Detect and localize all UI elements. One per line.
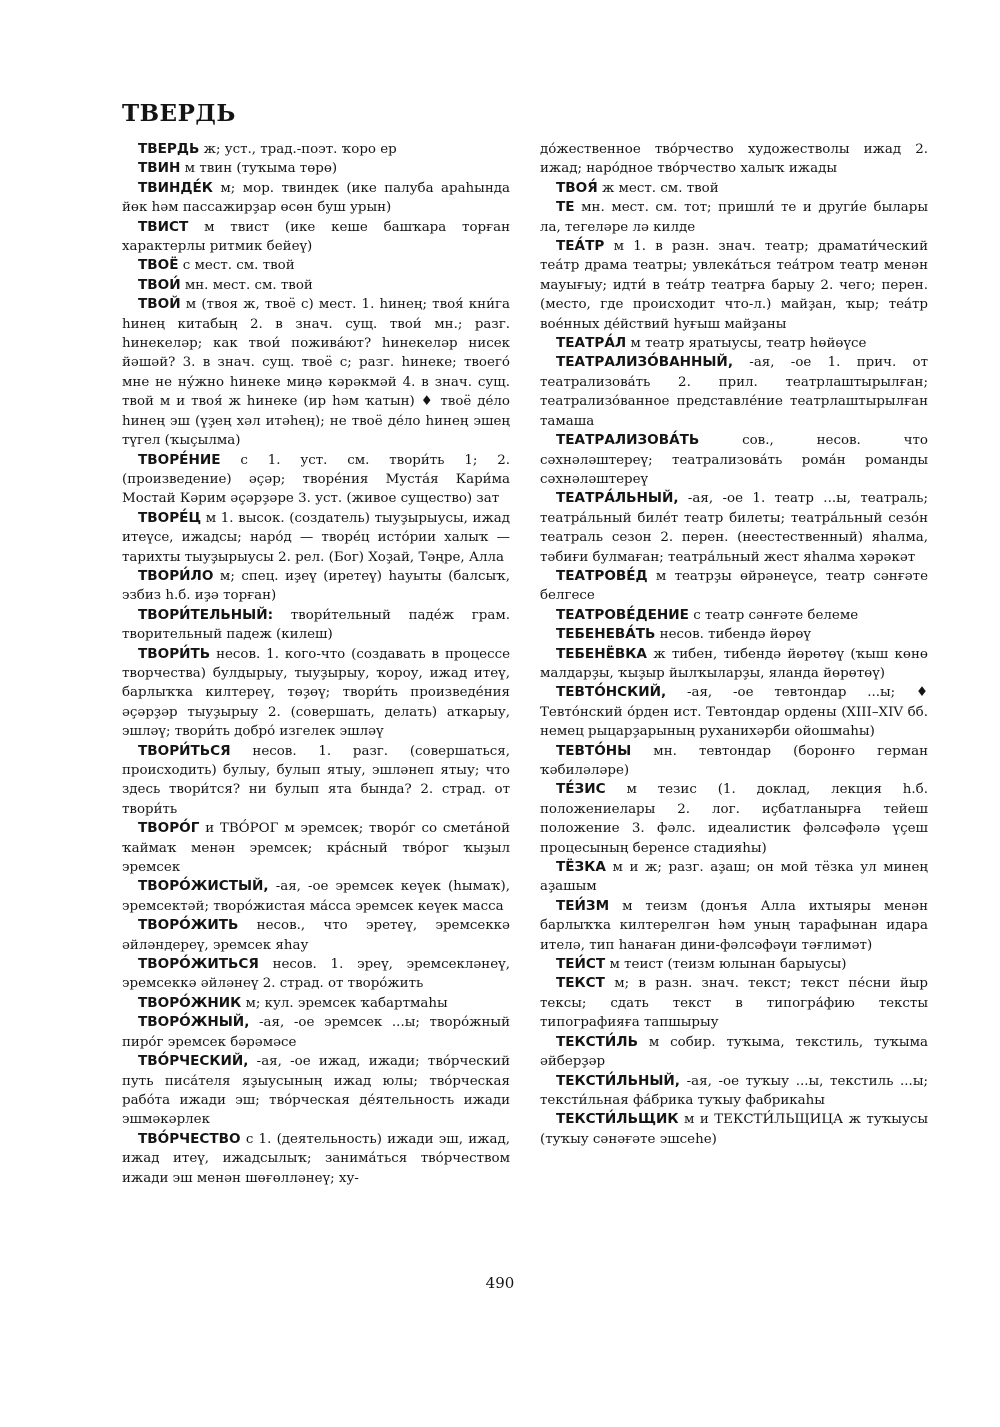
entry-body: ж тибен, тибендә йөрөтөү (ҡыш көнө малдарҙы, ҡыҙыр йылҡыларҙы, яланда йөрөтөү) [540,646,928,681]
entry-headword: ТВОРИ́ТЬСЯ [138,742,231,759]
entry-body: -ая, -ое эремсек кеүек (һымаҡ), эремсектәй; творо́жистая ма́сса эремсек кеүек масса [122,879,511,914]
entry-body: м; спец. иҙеү (иретеү) һауыты (балсыҡ, эзбиз һ.б. иҙә торған) [122,568,510,604]
entry-body: несов. 1. эреү, эремсекләнеү, эремсеккә әйләнеү 2. страд. от творо́жить [122,957,510,992]
entry-body: сов., несов. что сәхнәләштереү; театрализова́ть рома́н романды сәхнәләштереү [540,433,928,487]
entry-headword: ТВОРО́ЖИТЬСЯ [138,956,259,973]
entry [122,1013,510,1052]
entry-headword: ТЁЗКА [556,859,606,876]
entry-headword: ТЕАТРА́ЛЬНЫЙ, [556,490,679,507]
entry [540,897,928,955]
entry-body: м теизм (донъя Алла ихтыяры менән барлыҡҡа килтерелгән һәм уның тарафынан идара ителә, тип һанаған дини-фәлсәфәүи тәғлимәт) [540,898,928,953]
entry-body: ж; уст., трад.-поэт. ҡоро ер [203,142,397,157]
entry-headword: ТВОЯ́ [556,179,598,196]
entry-body: -ая, -ое эремсек ...ы; творо́жный пиро́г эремсек бәрәмәсе [122,1015,510,1050]
entry-body: м; мор. твиндек (ике палуба араһында йөк һәм пассажирҙар өсөн буш урын) [122,180,510,216]
entry-body: -ая, -ое 1. театр ...ы, театраль; театра́льный биле́т театр билеты; театра́льный сезо́н театраль сезон 2. перен. (неестественный) яһалма, тәбиғи булмаған; театра́льный жест яһалма хәрәкәт [540,491,928,565]
entry-headword: ТЕКСТИ́ЛЬЩИК [556,1111,679,1128]
entry [540,625,928,644]
entry-body: м; кул. эремсек ҡабартмаһы [245,995,448,1011]
page-number: 490 [485,1274,515,1292]
entry-headword: ТВОРО́ЖИСТЫЙ, [138,878,269,895]
entry-headword: ТВОРИ́ЛО [138,567,214,584]
entry-body: м собир. туҡыма, текстиль, туҡыма әйберҙәр [540,1034,928,1070]
entry [122,295,510,450]
entry-headword: ТЕИ́ЗМ [556,897,610,914]
entry [122,877,510,916]
left-column [122,140,510,1188]
entry [122,276,510,295]
entry-body: м (твоя ж, твоё с) мест. 1. һинең; твоя́ кни́га һинең китабың 2. в знач. сущ. твои́ мн.; разг. һинекеләр; как твои́ пожива́ют? һинекеләр нисек йәшәй? 3. в знач. сущ. твоё с; разг. һинеке; твоего́ мне не ну́жно һинеке миңә кәрәкмәй 4. в знач. сущ. твой м и твоя́ ж һинеке (ир һәм ҡатын) ♦ твоё де́ло һинең эш (үҙең хәл итәһең); не твоё де́ло һинең эшең түгел (ҡыҫылма) [122,297,510,449]
entry [540,237,928,334]
entry [122,256,510,275]
entry-headword: ТЕАТРА́Л [556,335,627,352]
entry-body: до́жественное тво́рчество художестволы ижад 2. ижад; наро́дное тво́рчество халыҡ ижады [540,142,928,177]
entry-headword: ТВО́РЧЕСТВО [138,1130,241,1147]
entry-body: мн. мест. см. твой [184,277,313,293]
entry-body: мн. мест. см. тот; пришли́ те и други́е былары ла, тегеләре лә килде [540,200,928,235]
entry-headword: ТЕБЕНЁВКА [556,645,647,662]
entry-body: м 1. высок. (создатель) тыуҙырыусы, ижад итеүсе, ижадсы; наро́д — творе́ц исто́рии халыҡ — тарихты тыуҙырыусы 2. рел. (Бог) Хоҙай, Тәңре, Алла [122,510,510,565]
entry [540,974,928,1032]
entry-body: м теист (теизм юлынан барыусы) [609,957,847,973]
entry [540,179,928,198]
entry-headword: ТВОРЕ́НИЕ [138,451,221,468]
entry-headword: ТЕА́ТР [556,238,605,255]
entry [540,353,928,431]
entry-body: мн. тевтондар (боронғо герман ҡәбиләләре) [540,743,928,778]
entry [122,179,510,218]
entry [540,489,928,567]
entry [540,683,928,741]
entry [540,1110,928,1149]
entry-headword: ТЕБЕНЕВА́ТЬ [556,626,656,643]
entry-headword: ТВОРЕ́Ц [138,509,202,526]
entry-headword: ТВИСТ [138,218,189,235]
entry [540,955,928,974]
entry-headword: ТЕАТРАЛИЗО́ВАННЫЙ, [556,354,733,371]
entry [122,509,510,567]
entry-body: м и ТЕКСТИ́ЛЬЩИЦА ж туҡыусы (туҡыу сәнәғәте эшсеһе) [540,1112,928,1147]
entry-headword: ТВОЁ [138,257,179,274]
entry [540,1033,928,1072]
entry [122,1130,510,1188]
entry-headword: ТЕВТО́НСКИЙ, [556,684,667,701]
entry-body: м; в разн. знач. текст; текст пе́сни йыр тексы; сдать текст в типогра́фию тексты типографияға тапшырыу [540,976,928,1031]
entry-headword: ТВИН [138,160,181,177]
running-head: ТВЕРДЬ [122,100,236,127]
entry [122,916,510,955]
entry-headword: ТВОРО́ЖНИК [138,994,242,1011]
entry-headword: ТЕКСТИ́ЛЬНЫЙ, [556,1072,680,1089]
entry-body: с 1. уст. см. твори́ть 1; 2. (произведение) әҫәр; творе́ния Муста́я Кари́ма Мостай Кәрим әҫәрҙәре 3. уст. (живое существо) зат [122,452,510,507]
entry-headword: ТЕВТО́НЫ [556,742,632,759]
entry-headword: ТВО́РЧЕСКИЙ, [138,1053,249,1070]
entry-headword: ТЕ́ЗИС [556,781,606,798]
entry-body: м твист (ике кеше башҡара торған характерлы ритмик бейеү) [122,219,510,255]
entry [540,198,928,237]
entry-body: -ая, -ое ижад, ижади; тво́рческий путь писа́теля яҙыусының ижад юлы; тво́рческая рабо́та ижади эш; тво́рческая де́ятельность ижади эшмәкәрлек [122,1054,510,1128]
right-column [540,140,928,1149]
entry [540,567,928,606]
entry [122,645,510,742]
entry-body: несов., что эретеү, эремсеккә әйләндереү, эремсек яһау [122,918,510,953]
entry-headword: ТЕИ́СТ [556,956,606,973]
entry-continuation [540,140,928,179]
entry [540,780,928,858]
entry-body: м тезис (1. доклад, лекция һ.б. положениелары 2. лог. иҫбатланырға тейеш положение 3. фәлс. идеалистик фәлсәфәлә үҫеш процесының беренсе стадияһы) [540,782,928,856]
entry [122,140,510,159]
entry-body: -ая, -ое тевтондар ...ы; ♦ Тевто́нский о́рден ист. Тевтондар ордены (XIII–XIV бб. немец рыцарҙарының руханихәрби ойошмаһы) [540,685,928,740]
entry-body: с театр сәнғәте белеме [693,607,859,623]
entry-headword: ТЕАТРОВЕ́Д [556,567,648,584]
entry-headword: ТВИНДЕ́К [138,179,213,196]
entry-body: м твин (туҡыма төрө) [184,161,338,177]
entry-body: несов. 1. разг. (совершаться, происходить) булыу, булып ятыу, эшләнеп ятыу; что здесь твори́тся? ни булып ята бында? 2. страд. от твори́ть [122,743,510,817]
entry-body: несов. тибендә йөрөү [659,627,811,643]
entry-body: ж мест. см. твой [601,180,719,196]
entry [540,606,928,625]
entry [122,218,510,257]
entry [122,742,510,820]
entry [540,431,928,489]
entry [122,451,510,509]
entry [122,1052,510,1130]
entry-headword: ТВЕРДЬ [138,141,200,157]
entry-body: с мест. см. твой [182,258,295,274]
entry-body: -ая, -ое туҡыу ...ы, текстиль ...ы; тексти́льная фа́брика туҡыу фабрикаһы [540,1073,928,1108]
entry-body: м и ж; разг. аҙаш; он мой тёзка ул минең аҙашым [540,860,928,895]
entry [122,567,510,606]
entry [122,955,510,994]
entry-body: и ТВО́РОГ м эремсек; творо́г со смета́ной ҡаймаҡ менән эремсек; кра́сный тво́рог ҡыҙыл эремсек [122,821,511,876]
entry [122,159,510,178]
entry-headword: ТВОРО́Г [138,820,200,837]
entry-headword: ТВОРО́ЖНЫЙ, [138,1014,250,1031]
entry [540,334,928,353]
entry [122,994,510,1013]
entry [540,742,928,781]
entry-headword: ТЕ [556,199,575,216]
entry-body: несов. 1. кого-что (создавать в процессе творчества) булдырыу, тыуҙырыу, ҡороу, ижад итеү, барлыҡҡа килтереү, төҙөү; твори́ть произведе́ния әҫәрҙәр тыуҙырыу 2. (совершать, делать) аткарыу, эшләү; твори́ть добро́ изгелек эшләү [122,646,510,740]
entry-headword: ТВОРИ́ТЬ [138,645,211,662]
entry [540,1072,928,1111]
entry-body: м театрҙы өйрәнеүсе, театр сәнғәте белгесе [540,568,928,604]
entry-body: -ая, -ое 1. прич. от театрализова́ть 2. прил. театрлаштырылған; театрализо́ванное представле́ние театрлаштырылған тамаша [540,355,928,429]
entry-headword: ТЕАТРАЛИЗОВА́ТЬ [556,432,700,449]
entry-headword: ТЕАТРОВЕ́ДЕНИЕ [556,606,689,623]
entry-headword: ТВОЙ [138,296,181,313]
entry-body: твори́тельный паде́ж грам. творительный падеж (килеш) [122,607,510,643]
entry-headword: ТВОИ́ [138,276,181,293]
entry-body: с 1. (деятельность) ижади эш, ижад, ижад итеү, ижадсылыҡ; занима́ться тво́рчеством ижади эш менән шөғөлләнеү; ху- [122,1131,510,1186]
entry-body: м 1. в разн. знач. театр; драмати́ческий теа́тр драма театры; увлека́ться теа́тром театр менән мауығыу; идти́ в теа́тр театрға барыу 2. чего; перен. (место, где происходит что-л.) майҙан, ҡыр; теа́тр вое́нных де́йствий һуғыш майҙаны [540,239,928,332]
entry [122,606,510,645]
entry [122,819,510,877]
entry-body: м театр яратыусы, театр һөйөүсе [630,336,867,352]
entry-headword: ТВОРО́ЖИТЬ [138,917,239,934]
entry [540,858,928,897]
entry-headword: ТВОРИ́ТЕЛЬНЫЙ: [138,606,274,623]
entry-headword: ТЕКСТИ́ЛЬ [556,1033,638,1050]
entry-headword: ТЕКСТ [556,975,605,992]
entry [540,645,928,684]
